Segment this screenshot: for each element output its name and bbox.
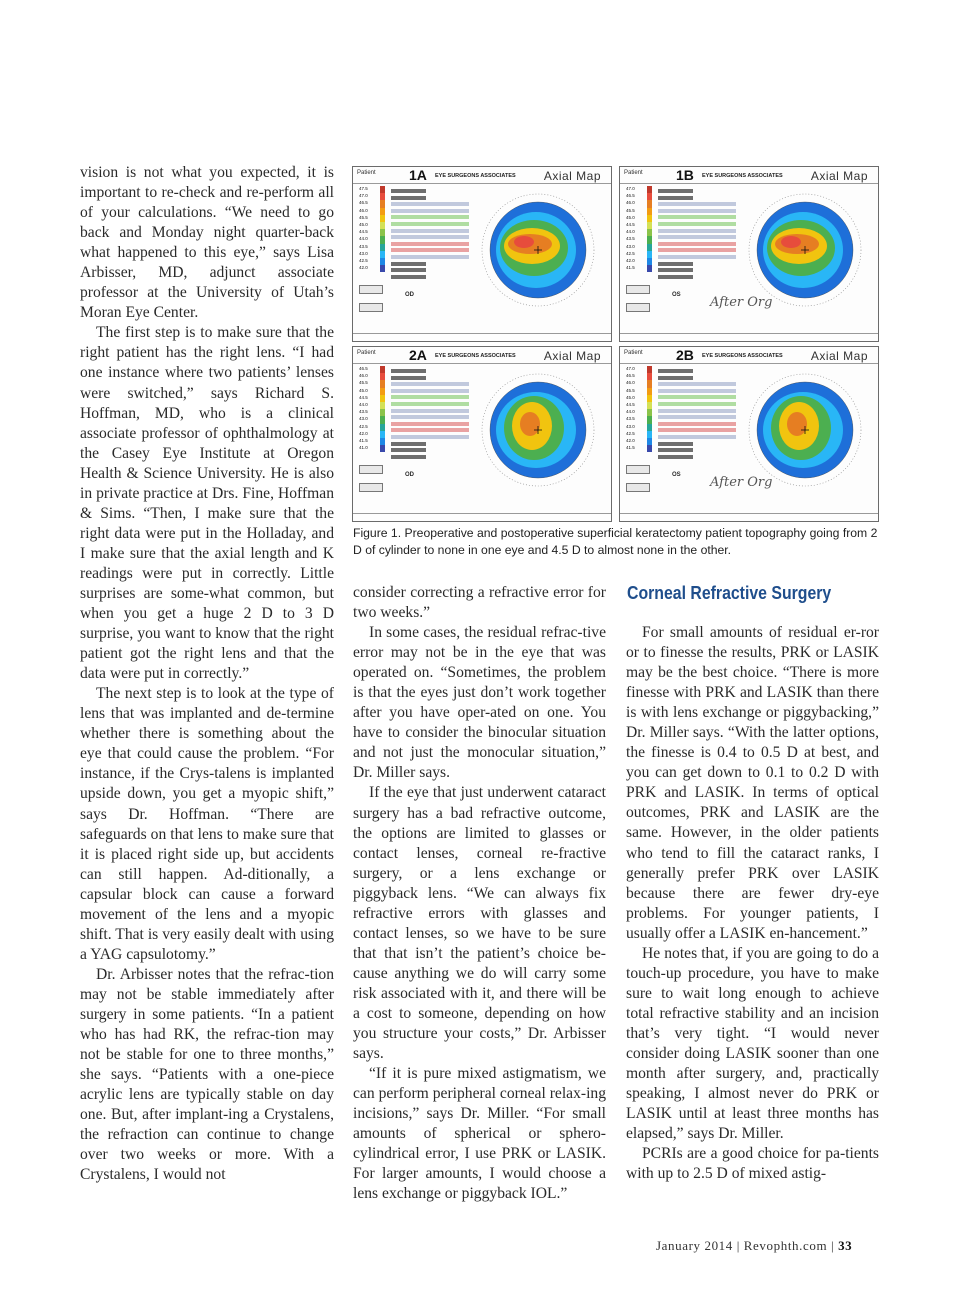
scale-swatch — [380, 416, 385, 423]
eye-label: OD — [405, 472, 414, 478]
panel-button — [359, 285, 383, 294]
scale-swatch — [647, 402, 652, 409]
scale-value: 46.5 — [359, 200, 368, 206]
eye-label: OS — [672, 472, 681, 478]
scale-swatch — [380, 388, 385, 395]
paragraph: vision is not what you expected, it is important to re-check and re-perform all of your calculations. “We need to go back and Monday night quarter-back what happened to this eye,” says Lisa Arbisser, MD, adjunct associate professor at the University of Utah’s Moran Eye Center. — [80, 164, 334, 322]
scale-value: 46.0 — [359, 207, 368, 213]
measurement-line — [391, 435, 469, 439]
measurement-line — [658, 448, 693, 452]
article-column-3 — [626, 623, 879, 1184]
measurement-line — [391, 442, 426, 446]
panel-footer — [353, 333, 611, 341]
color-scale-bars — [380, 366, 385, 452]
measurement-line — [391, 402, 469, 406]
map-zone-orange — [520, 412, 540, 436]
measurement-line — [658, 435, 736, 439]
scale-value: 45.5 — [359, 214, 368, 220]
measurement-line — [658, 229, 736, 233]
scale-value: 42.0 — [359, 430, 368, 436]
measurement-line — [391, 389, 469, 393]
measurement-line — [658, 415, 736, 419]
measurement-line — [391, 275, 426, 279]
panel-button — [359, 303, 383, 312]
scale-value: 43.5 — [626, 236, 635, 242]
handwritten-signature: After Org — [710, 295, 773, 310]
scale-swatch — [380, 193, 385, 200]
measurement-line — [658, 395, 736, 399]
measurement-line — [391, 415, 469, 419]
panel-header — [620, 167, 878, 184]
measurement-line — [658, 376, 693, 380]
scale-value: 47.0 — [626, 366, 635, 371]
measurement-block — [391, 189, 469, 281]
panel-label: 1B — [676, 167, 694, 183]
measurement-line — [658, 242, 736, 246]
scale-value: 43.0 — [626, 423, 635, 429]
patient-label: Patient — [357, 170, 376, 176]
scale-swatch — [647, 445, 652, 452]
measurement-line — [391, 376, 426, 380]
measurement-line — [658, 455, 693, 459]
scale-swatch — [380, 402, 385, 409]
scale-value: 43.0 — [626, 243, 635, 249]
panel-button — [359, 483, 383, 492]
panel-button — [359, 465, 383, 474]
measurement-line — [658, 268, 693, 272]
clinic-name: EYE SURGEONS ASSOCIATES — [702, 353, 783, 359]
scale-value: 44.0 — [626, 409, 635, 415]
scale-swatch — [380, 229, 385, 236]
measurement-line — [391, 248, 469, 252]
map-zone-red — [514, 236, 534, 248]
scale-value: 46.0 — [359, 373, 368, 379]
measurement-line — [658, 235, 736, 239]
color-scale-bars — [380, 186, 385, 272]
scale-value: 41.0 — [359, 445, 368, 451]
color-scale-bars — [647, 186, 652, 272]
scale-value: 44.5 — [359, 229, 368, 235]
scale-value: 44.5 — [626, 401, 635, 407]
scale-swatch — [647, 229, 652, 236]
paragraph: PCRIs are a good choice for pa-tients with up to 2.5 D of mixed astig- — [626, 1145, 879, 1183]
article-column-1 — [80, 163, 334, 1185]
scale-swatch — [380, 222, 385, 229]
measurement-line — [658, 215, 736, 219]
footer-text: January 2014 | Revophth.com | — [656, 1238, 835, 1253]
scale-swatch — [647, 409, 652, 416]
measurement-line — [391, 242, 469, 246]
scale-value: 45.0 — [359, 221, 368, 227]
scale-swatch — [380, 366, 385, 373]
scale-swatch — [647, 244, 652, 251]
scale-value: 41.5 — [626, 265, 635, 271]
scale-value: 46.5 — [626, 193, 635, 199]
scale-value: 42.5 — [359, 423, 368, 429]
scale-swatch — [647, 431, 652, 438]
eye-label: OS — [672, 292, 681, 298]
color-scale-labels — [359, 186, 379, 272]
measurement-line — [658, 389, 736, 393]
measurement-line — [658, 402, 736, 406]
measurement-line — [391, 369, 426, 373]
patient-label: Patient — [624, 170, 643, 176]
measurement-line — [391, 422, 469, 426]
corneal-axial-map — [742, 369, 868, 491]
scale-value: 43.0 — [359, 250, 368, 256]
paragraph: Dr. Arbisser notes that the refrac-tion may not be stable immediately after surgery in some patients. “In a patient who has had RK, the refrac-tion may not be stable for one to three months,” she says. “Patients with a one-piece acrylic lens are typically stable on day one. But, after implant-ing a Crystalens, the refraction can continue to change over two weeks or more. With a Crystalens, I would not — [80, 965, 334, 1184]
scale-swatch — [647, 215, 652, 222]
handwritten-signature: After Org — [710, 475, 773, 490]
topography-figure — [352, 166, 879, 520]
paragraph: If the eye that just underwent cataract surgery has a bad refractive outcome, the options are limited to glasses or contact lenses, corneal re-fractive surgery, or a lens exchange or piggyback lens. “We can always fix refractive errors with glasses and contact lenses, so we have to be sure that that isn’t the patient’s choice be-cause anything we do will carry some risk associated with it, and there will be a cost to someone, depending on how you structure your costs,” Dr. Arbisser says. — [353, 784, 606, 1063]
scale-swatch — [380, 445, 385, 452]
measurement-line — [658, 275, 693, 279]
paragraph: He notes that, if you are going to do a touch-up procedure, you have to make sure to wait long enough to achieve total refractive stability and an incision that’s very tight. “I would never consider doing LASIK sooner than one month after surgery, and, practically speaking, I almost never do PRK or LASIK until at least three months has elapsed,” says Dr. Miller. — [626, 944, 879, 1143]
panel-footer — [353, 513, 611, 521]
scale-value: 44.0 — [359, 401, 368, 407]
scale-swatch — [380, 215, 385, 222]
scale-value: 46.5 — [626, 373, 635, 379]
scale-value: 43.5 — [359, 409, 368, 415]
panel-footer — [620, 333, 878, 341]
scale-value: 45.5 — [626, 387, 635, 393]
scale-swatch — [647, 236, 652, 243]
scale-swatch — [380, 265, 385, 272]
panel-button — [626, 465, 650, 474]
measurement-line — [391, 428, 469, 432]
panel-label: 1A — [409, 167, 427, 183]
scale-swatch — [647, 424, 652, 431]
scale-swatch — [647, 193, 652, 200]
scale-swatch — [647, 222, 652, 229]
paragraph: consider correcting a refractive error for two weeks.” — [353, 584, 606, 622]
paragraph: For small amounts of residual er-ror or to finesse the results, PRK or LASIK may be the best choice. “There is more finesse with PRK and LASIK than there is with lens exchange or piggybacking,” Dr. Miller says. “With the latter options, the finesse is 0.4 to 0.5 D at best, and you can get down to 0.1 to 0.2 D with PRK and LASIK. In terms of optical outcomes, PRK and LASIK are the same. However, in the older patients who tend to fill the cataract ranks, I generally prefer PRK over LASIK because there are fewer dry-eye problems. For younger patients, I usually offer a LASIK en-hancement.” — [626, 624, 879, 942]
measurement-line — [658, 262, 693, 266]
scale-value: 47.5 — [359, 186, 368, 191]
page-number: 33 — [838, 1238, 853, 1253]
measurement-line — [391, 262, 426, 266]
scale-swatch — [380, 251, 385, 258]
map-title: Axial Map — [543, 349, 601, 363]
color-scale-labels — [626, 186, 646, 272]
scale-value: 44.0 — [626, 229, 635, 235]
panel-header — [353, 167, 611, 184]
panel-button — [626, 285, 650, 294]
scale-value: 43.0 — [359, 416, 368, 422]
panel-header — [353, 347, 611, 364]
measurement-block — [391, 369, 469, 461]
map-title: Axial Map — [810, 349, 868, 363]
scale-swatch — [380, 380, 385, 387]
clinic-name: EYE SURGEONS ASSOCIATES — [435, 353, 516, 359]
measurement-block — [658, 189, 736, 281]
measurement-line — [391, 209, 469, 213]
measurement-block — [658, 369, 736, 461]
measurement-line — [658, 382, 736, 386]
topography-panel-2b — [619, 346, 879, 522]
paragraph: The first step is to make sure that the right patient has the right lens. “I had one instance where two patients’ lenses were switched,” says Richard S. Hoffman, MD, who is a clinical associate professor of ophthalmology at the Casey Eye Institute at Oregon Health & Science University. He is also in private practice at Drs. Fine, Hoffman & Sims. “Then, I make sure that the right data were put in the Holladay, and I make sure that the axial length and K readings were put in correctly. Little surprises are some-what common, but when you get a huge 2 D to 3 D surprise, you want to know that the right patient got the right lens and that the data were put in correctly.” — [80, 324, 334, 683]
patient-label: Patient — [357, 350, 376, 356]
measurement-line — [391, 409, 469, 413]
measurement-line — [391, 222, 469, 226]
paragraph: “If it is pure mixed astigmatism, we can perform peripheral corneal relax-ing incisions,” says Dr. Miller. “For small amounts of spherical or sphero-cylindrical error, I use PRK or LASIK. For larger amounts, I would choose a lens exchange or piggyback IOL.” — [353, 1065, 606, 1203]
corneal-axial-map — [475, 189, 601, 311]
scale-value: 44.5 — [359, 394, 368, 400]
corneal-axial-map — [475, 369, 601, 491]
panel-button — [626, 303, 650, 312]
scale-value: 41.5 — [359, 437, 368, 443]
scale-swatch — [380, 424, 385, 431]
scale-swatch — [647, 251, 652, 258]
scale-swatch — [380, 236, 385, 243]
scale-value: 45.0 — [626, 214, 635, 220]
scale-swatch — [647, 186, 652, 193]
map-zone-red — [781, 236, 801, 248]
measurement-line — [391, 215, 469, 219]
scale-swatch — [380, 244, 385, 251]
clinic-name: EYE SURGEONS ASSOCIATES — [702, 173, 783, 179]
scale-value: 47.0 — [626, 186, 635, 191]
scale-swatch — [380, 373, 385, 380]
color-scale-bars — [647, 366, 652, 452]
scale-value: 42.5 — [626, 250, 635, 256]
measurement-line — [658, 255, 736, 259]
color-scale-labels — [626, 366, 646, 452]
measurement-line — [391, 202, 469, 206]
scale-value: 45.0 — [359, 387, 368, 393]
measurement-line — [391, 255, 469, 259]
measurement-line — [391, 382, 469, 386]
patient-label: Patient — [624, 350, 643, 356]
scale-swatch — [380, 186, 385, 193]
panel-button — [626, 483, 650, 492]
scale-swatch — [647, 416, 652, 423]
measurement-line — [391, 235, 469, 239]
measurement-line — [658, 442, 693, 446]
scale-swatch — [647, 438, 652, 445]
measurement-line — [391, 395, 469, 399]
scale-value: 42.0 — [626, 437, 635, 443]
measurement-line — [658, 222, 736, 226]
paragraph: In some cases, the residual refrac-tive error may not be in the eye that was operated on. “Sometimes, the problem is that the eyes just don’t work together after you have oper-ated on one. You have to consider the binocular situation and not just the monocular situation,” Dr. Miller says. — [353, 624, 606, 782]
scale-value: 42.5 — [359, 257, 368, 263]
scale-swatch — [380, 200, 385, 207]
scale-swatch — [647, 395, 652, 402]
measurement-line — [658, 248, 736, 252]
map-title: Axial Map — [810, 169, 868, 183]
measurement-line — [658, 196, 693, 200]
clinic-name: EYE SURGEONS ASSOCIATES — [435, 173, 516, 179]
scale-swatch — [380, 208, 385, 215]
scale-swatch — [647, 388, 652, 395]
topography-panel-1b — [619, 166, 879, 342]
measurement-line — [658, 209, 736, 213]
scale-swatch — [647, 380, 652, 387]
scale-value: 45.0 — [626, 394, 635, 400]
scale-value: 43.5 — [626, 416, 635, 422]
paragraph: The next step is to look at the type of lens that was implanted and de-termine whether there is something about the eye that could cause the problem. “For instance, if the Crys-talens is implanted upside down, you get a myopic shift,” says Dr. Hoffman. “There are safeguards on that lens to make sure that it is placed right side up, but accidents can still happen. Ad-ditionally, a capsular block can cause a forward movement of the lens and a myopic shift. That is very easily dealt with using a YAG capsulotomy.” — [80, 685, 334, 963]
scale-value: 44.5 — [626, 221, 635, 227]
scale-value: 44.0 — [359, 236, 368, 242]
measurement-line — [658, 409, 736, 413]
scale-value: 41.5 — [626, 445, 635, 451]
panel-header — [620, 347, 878, 364]
color-scale-labels — [359, 366, 379, 452]
topography-panel-2a — [352, 346, 612, 522]
scale-swatch — [380, 258, 385, 265]
topography-panel-1a — [352, 166, 612, 342]
scale-value: 42.0 — [626, 257, 635, 263]
article-column-2 — [353, 583, 606, 1204]
measurement-line — [658, 189, 693, 193]
scale-value: 45.5 — [359, 380, 368, 386]
scale-swatch — [647, 265, 652, 272]
measurement-line — [391, 455, 426, 459]
scale-swatch — [380, 438, 385, 445]
scale-swatch — [380, 395, 385, 402]
scale-value: 45.5 — [626, 207, 635, 213]
measurement-line — [391, 229, 469, 233]
measurement-line — [658, 202, 736, 206]
scale-value: 46.0 — [626, 200, 635, 206]
scale-swatch — [380, 409, 385, 416]
measurement-line — [391, 189, 426, 193]
map-title: Axial Map — [543, 169, 601, 183]
scale-swatch — [647, 366, 652, 373]
measurement-line — [391, 268, 426, 272]
measurement-line — [658, 369, 693, 373]
panel-label: 2A — [409, 347, 427, 363]
scale-swatch — [647, 258, 652, 265]
scale-value: 42.0 — [359, 265, 368, 271]
measurement-line — [391, 448, 426, 452]
scale-value: 43.5 — [359, 243, 368, 249]
scale-value: 47.0 — [359, 193, 368, 199]
scale-swatch — [647, 208, 652, 215]
panel-footer — [620, 513, 878, 521]
scale-swatch — [380, 431, 385, 438]
corneal-axial-map — [742, 189, 868, 311]
scale-value: 46.0 — [626, 380, 635, 386]
map-zone-orange — [787, 412, 807, 436]
page-footer — [656, 1238, 852, 1254]
eye-label: OD — [405, 292, 414, 298]
scale-swatch — [647, 373, 652, 380]
figure-caption: Figure 1. Preoperative and postoperative superficial keratectomy patient topography going from 2 D of cylinder to none in one eye and 4.5 D to almost none in the other. — [353, 526, 878, 557]
scale-value: 46.5 — [359, 366, 368, 371]
measurement-line — [391, 196, 426, 200]
scale-swatch — [647, 200, 652, 207]
section-heading: Corneal Refractive Surgery — [627, 583, 832, 603]
panel-label: 2B — [676, 347, 694, 363]
measurement-line — [658, 422, 736, 426]
measurement-line — [658, 428, 736, 432]
scale-value: 42.5 — [626, 430, 635, 436]
